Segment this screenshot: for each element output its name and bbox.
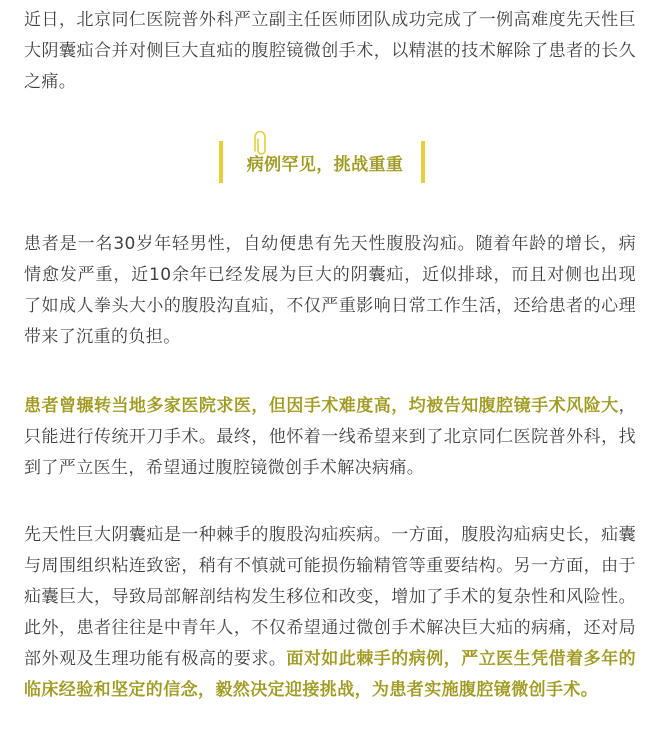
intro-paragraph: 近日，北京同仁医院普外科严立副主任医师团队成功完成了一例高难度先天性巨大阴囊疝合并对侧巨大直疝的腹腔镜微创手术，以精湛的技术解除了患者的长久之痛。 — [24, 10, 636, 92]
search-paragraph — [24, 391, 636, 484]
decision-highlight: 面对如此棘手的病例，严立医生凭借着多年的临床经验和坚定的信念，毅然决定迎接挑战，为患者实施腹腔镜微创手术。 — [24, 649, 637, 700]
search-highlight: 患者曾辗转当地多家医院求医，但因手术难度高，均被告知腹腔镜手术风险大 — [24, 396, 619, 416]
patient-paragraph: 患者是一名30岁年轻男性，自幼便患有先天性腹股沟疝。随着年龄的增长，病情愈发严重，近10余年已经发展为巨大的阴囊疝，近似排球，而且对侧也出现了如成人拳头大小的腹股沟直疝，不仅严重影响日常工作生活，还给患者的心理带来了沉重的负担。 — [24, 234, 636, 347]
search-rest: ，只能进行传统开刀手术。最终，他怀着一线希望来到了北京同仁医院普外科，找到了严立医生，希望通过腹腔镜微创手术解决病痛。 — [24, 396, 636, 478]
section-heading-text: 病例罕见，挑战重重 — [246, 154, 404, 175]
difficulty-text: 先天性巨大阴囊疝是一种棘手的腹股沟疝疾病。一方面，腹股沟疝病史长，疝囊与周围组织粘连致密，稍有不慎就可能损伤输精管等重要结构。另一方面，由于疝囊巨大，导致局部解剖结构发生移位和改变，增加了手术的复杂性和风险性。此外，患者往往是中青年人，不仅希望通过微创手术解决巨大疝的病痛，还对局部外观及生理功能有极高的要求。 — [24, 525, 636, 669]
difficulty-paragraph — [24, 520, 636, 706]
section-heading — [219, 141, 425, 183]
